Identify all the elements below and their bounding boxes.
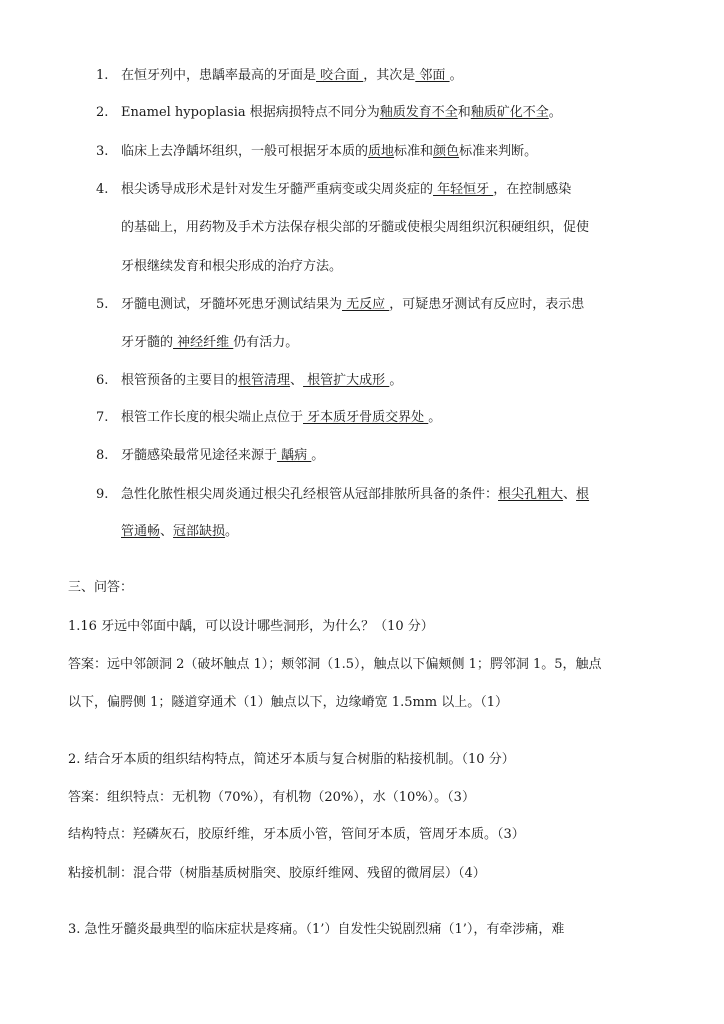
answer-blank: 龋病 [277, 448, 312, 463]
item-number: 5. [96, 297, 109, 312]
question-1: 1.16 牙远中邻面中龋，可以设计哪些洞形，为什么？（10 分） [68, 619, 434, 634]
fill-blank-item-3: 临床上去净龋坏组织，一般可根据牙本质的质地标准和颜色标准来判断。 [121, 144, 538, 159]
item-number: 1. [96, 68, 109, 83]
answer-blank: 神经纤维 [173, 335, 234, 350]
answer-blank: 管通畅 [121, 524, 161, 539]
answer-blank: 牙本质牙骨质交界处 [303, 410, 429, 425]
answer-blank: 根 [576, 487, 590, 502]
item-number: 7. [96, 410, 109, 425]
answer-blank: 根管清理 [238, 373, 291, 388]
fill-blank-item-5: 牙髓电测试，牙髓坏死患牙测试结果为 无反应 ，可疑患牙测试有反应时，表示患 [121, 297, 585, 312]
fill-blank-item-4-cont: 牙根继续发育和根尖形成的治疗方法。 [121, 259, 343, 274]
fill-blank-item-6: 根管预备的主要目的根管清理、 根管扩大成形 。 [121, 373, 403, 388]
answer-blank: 釉质矿化不全 [470, 105, 549, 120]
answer-blank: 年轻恒牙 [433, 182, 494, 197]
item-number: 9. [96, 487, 109, 502]
item-number: 6. [96, 373, 109, 388]
question-2: 2. 结合牙本质的组织结构特点，简述牙本质与复合树脂的粘接机制。（10 分） [68, 752, 515, 767]
answer-blank: 咬合面 [316, 68, 364, 83]
item-number: 3. [96, 144, 109, 159]
answer-2-line-1: 答案：组织特点：无机物（70%），有机物（20%），水（10%）。（3） [68, 790, 475, 805]
answer-blank: 冠部缺损 [173, 524, 226, 539]
question-3: 3. 急性牙髓炎最典型的临床症状是疼痛。（1’）自发性尖锐剧烈痛（1’），有牵涉痛，难 [68, 922, 565, 937]
answer-blank: 釉质发育不全 [379, 105, 458, 120]
fill-blank-item-8: 牙髓感染最常见途径来源于 龋病 。 [121, 448, 325, 463]
answer-blank: 颜色 [433, 144, 460, 159]
fill-blank-item-9-cont: 管通畅、冠部缺损。 [121, 524, 239, 539]
answer-2-line-2: 结构特点：羟磷灰石，胶原纤维，牙本质小管，管间牙本质，管周牙本质。（3） [68, 827, 525, 842]
section-heading: 三、问答： [68, 580, 134, 595]
fill-blank-item-9: 急性化脓性根尖周炎通过根尖孔经根管从冠部排脓所具备的条件：根尖孔粗大、根 [121, 487, 590, 502]
answer-blank: 邻面 [415, 68, 450, 83]
answer-blank: 无反应 [342, 297, 390, 312]
answer-blank: 质地 [368, 144, 395, 159]
fill-blank-item-4: 根尖诱导成形术是针对发生牙髓严重病变或尖周炎症的 年轻恒牙 ，在控制感染 [121, 182, 572, 197]
item-number: 2. [96, 105, 109, 120]
answer-2-line-3: 粘接机制：混合带（树脂基质树脂突、胶原纤维网、残留的微屑层）（4） [68, 866, 486, 881]
fill-blank-item-7: 根管工作长度的根尖端止点位于 牙本质牙骨质交界处 。 [121, 410, 442, 425]
answer-blank: 根尖孔粗大 [498, 487, 564, 502]
fill-blank-item-2: Enamel hypoplasia 根据病损特点不同分为釉质发育不全和釉质矿化不全。 [121, 105, 562, 120]
fill-blank-item-4-cont: 的基础上，用药物及手术方法保存根尖部的牙髓或使根尖周组织沉积硬组织，促使 [121, 220, 590, 235]
item-number: 4. [96, 182, 109, 197]
fill-blank-item-5-cont: 牙牙髓的 神经纤维 仍有活力。 [121, 335, 299, 350]
answer-1-line-2: 以下，偏腭侧 1；隧道穿通术（1）触点以下，边缘嵴宽 1.5mm 以上。（1） [68, 695, 509, 710]
fill-blank-item-1: 在恒牙列中，患龋率最高的牙面是 咬合面 ，其次是 邻面 。 [121, 68, 463, 83]
item-number: 8. [96, 448, 109, 463]
answer-blank: 根管扩大成形 [303, 373, 390, 388]
answer-1-line-1: 答案：远中邻颌洞 2（破坏触点 1）；颊邻洞（1.5），触点以下偏颊侧 1；腭邻洞 1。5，触点 [68, 657, 602, 672]
